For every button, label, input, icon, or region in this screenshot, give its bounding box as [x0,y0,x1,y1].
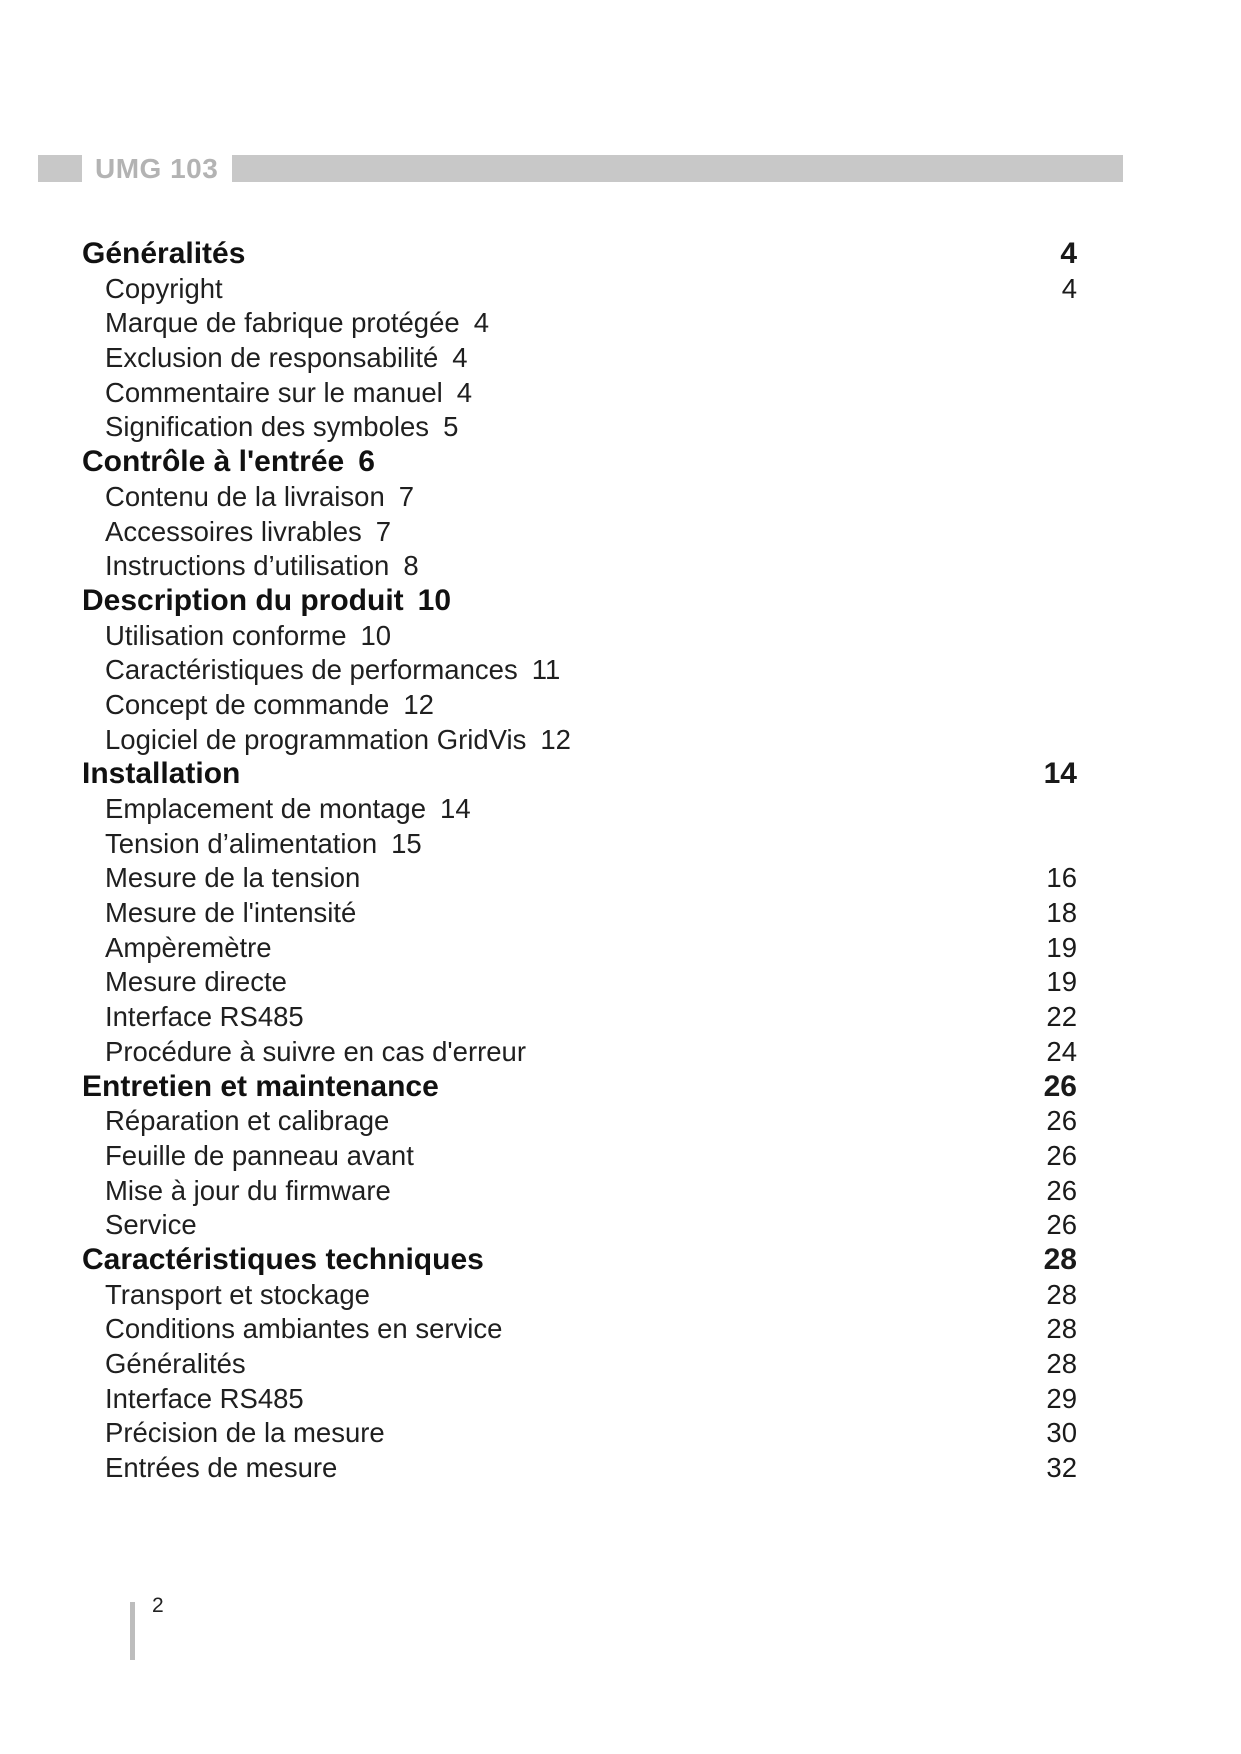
toc-entry[interactable] [82,965,1077,1000]
toc-page-number: 4 [1060,237,1077,270]
toc-page-number: 29 [1046,1382,1077,1414]
toc-entry[interactable] [82,1347,1077,1382]
toc-title: Contrôle à l'entrée 6 [82,445,375,479]
toc-page-number: 18 [1046,897,1077,929]
toc-page-number: 16 [1046,862,1077,894]
toc-entry[interactable] [82,1104,1077,1139]
toc-title: Logiciel de programmation GridVis 12 [105,723,571,755]
toc-section[interactable] [82,1070,1077,1105]
toc-page-number: 12 [540,723,571,755]
toc-entry[interactable] [82,619,1077,654]
toc-page-number: 28 [1046,1348,1077,1379]
toc-entry[interactable] [82,272,1077,307]
toc-title: Signification des symboles 5 [105,411,459,443]
toc-page-number: 22 [1046,1001,1077,1033]
toc-title: Entrées de mesure [105,1452,338,1484]
toc-title: Caractéristiques de performances 11 [105,654,561,686]
toc-title: Service [105,1209,197,1241]
toc-page-number: 10 [417,583,452,617]
toc-title: Contenu de la livraison 7 [105,480,415,512]
toc-entry[interactable] [82,827,1077,862]
toc-page-number: 4 [456,376,473,408]
toc-entry[interactable] [82,515,1077,550]
footer-rule [130,1602,135,1660]
header-bar [38,155,1123,182]
toc-title: Réparation et calibrage [105,1105,390,1137]
toc-title: Copyright [105,272,223,304]
toc-page-number: 12 [403,688,434,720]
toc-page-number: 26 [1046,1105,1077,1137]
toc-entry[interactable] [82,1278,1077,1313]
toc-page-number: 26 [1046,1209,1077,1241]
toc-title: Exclusion de responsabilité 4 [105,342,468,374]
toc-title: Interface RS485 [105,1001,304,1033]
page-number: 2 [152,1594,164,1617]
toc-page-number: 14 [1043,757,1077,791]
toc-page-number: 4 [452,342,468,374]
toc-page-number: 4 [473,307,489,339]
toc-title: Mesure directe [105,966,287,998]
header-block-left [38,155,82,182]
document-title: UMG 103 [95,153,219,184]
toc-page-number: 28 [1046,1278,1077,1310]
toc-title: Description du produit 10 [82,583,452,617]
toc-page-number: 26 [1046,1139,1077,1171]
toc-title: Caractéristiques techniques [82,1242,484,1276]
toc-section[interactable] [82,445,1077,480]
toc-entry[interactable] [82,1312,1077,1347]
toc-entry[interactable] [82,861,1077,896]
toc-page-number: 15 [391,827,422,859]
toc-title: Conditions ambiantes en service [105,1313,503,1345]
toc-page-number: 32 [1046,1452,1077,1484]
toc-entry[interactable] [82,480,1077,515]
toc-section[interactable] [82,1243,1077,1278]
toc-entry[interactable] [82,410,1077,445]
header-block-right [232,155,1123,182]
toc-title: Précision de la mesure [105,1417,385,1449]
toc-page-number: 10 [360,619,392,651]
toc-entry[interactable] [82,376,1077,411]
toc-page-number: 26 [1043,1069,1077,1103]
toc-title: Transport et stockage [105,1278,370,1310]
toc-entry[interactable] [82,1174,1077,1209]
toc-section[interactable] [82,237,1077,272]
toc-page-number: 11 [531,654,561,686]
toc-entry[interactable] [82,896,1077,931]
toc-title: Ampèremètre [105,931,272,963]
toc-entry[interactable] [82,723,1077,758]
toc-page-number: 26 [1046,1174,1077,1206]
toc-entry[interactable] [82,549,1077,584]
toc-section[interactable] [82,757,1077,792]
toc-page-number: 19 [1046,931,1077,963]
toc-title: Instructions d’utilisation 8 [105,550,419,582]
toc-section[interactable] [82,584,1077,619]
toc-title: Interface RS485 [105,1382,304,1414]
toc-entry[interactable] [82,653,1077,688]
toc-page-number: 4 [1061,272,1077,304]
toc-page-number: 8 [403,550,419,582]
toc-page-number: 24 [1046,1035,1077,1067]
toc-page-number: 5 [443,411,459,443]
toc-title: Mesure de l'intensité [105,897,357,929]
toc-entry[interactable] [82,931,1077,966]
toc-entry[interactable] [82,1208,1077,1243]
toc-entry[interactable] [82,688,1077,723]
toc-entry[interactable] [82,341,1077,376]
toc-page-number: 7 [398,480,415,512]
toc-title: Entretien et maintenance [82,1069,439,1103]
toc-title: Utilisation conforme 10 [105,619,392,651]
toc-entry[interactable] [82,1000,1077,1035]
toc-entry[interactable] [82,792,1077,827]
toc-page-number: 6 [358,445,375,479]
toc-entry[interactable] [82,1035,1077,1070]
toc-title: Tension d’alimentation 15 [105,827,422,859]
toc-title: Feuille de panneau avant [105,1139,414,1171]
toc-page-number: 28 [1046,1313,1077,1345]
toc-title: Procédure à suivre en cas d'erreur [105,1035,527,1067]
toc-title: Marque de fabrique protégée 4 [105,307,489,339]
toc-page-number: 7 [375,515,392,547]
toc-title: Emplacement de montage 14 [105,793,471,824]
toc-entry[interactable] [82,306,1077,341]
toc-entry[interactable] [82,1451,1077,1486]
toc-title: Mesure de la tension [105,862,361,894]
toc-title: Généralités [82,237,246,270]
toc-page-number: 19 [1046,966,1077,998]
table-of-contents [82,237,1077,1486]
toc-title: Mise à jour du firmware [105,1174,391,1206]
toc-page-number: 28 [1043,1242,1077,1276]
toc-title: Concept de commande 12 [105,688,434,720]
toc-page-number: 14 [440,793,471,824]
toc-title: Généralités [105,1348,246,1379]
toc-page-number: 30 [1046,1417,1077,1449]
toc-entry[interactable] [82,1139,1077,1174]
toc-title: Accessoires livrables 7 [105,515,392,547]
toc-entry[interactable] [82,1416,1077,1451]
toc-entry[interactable] [82,1382,1077,1417]
toc-title: Commentaire sur le manuel 4 [105,376,473,408]
toc-title: Installation [82,757,241,791]
